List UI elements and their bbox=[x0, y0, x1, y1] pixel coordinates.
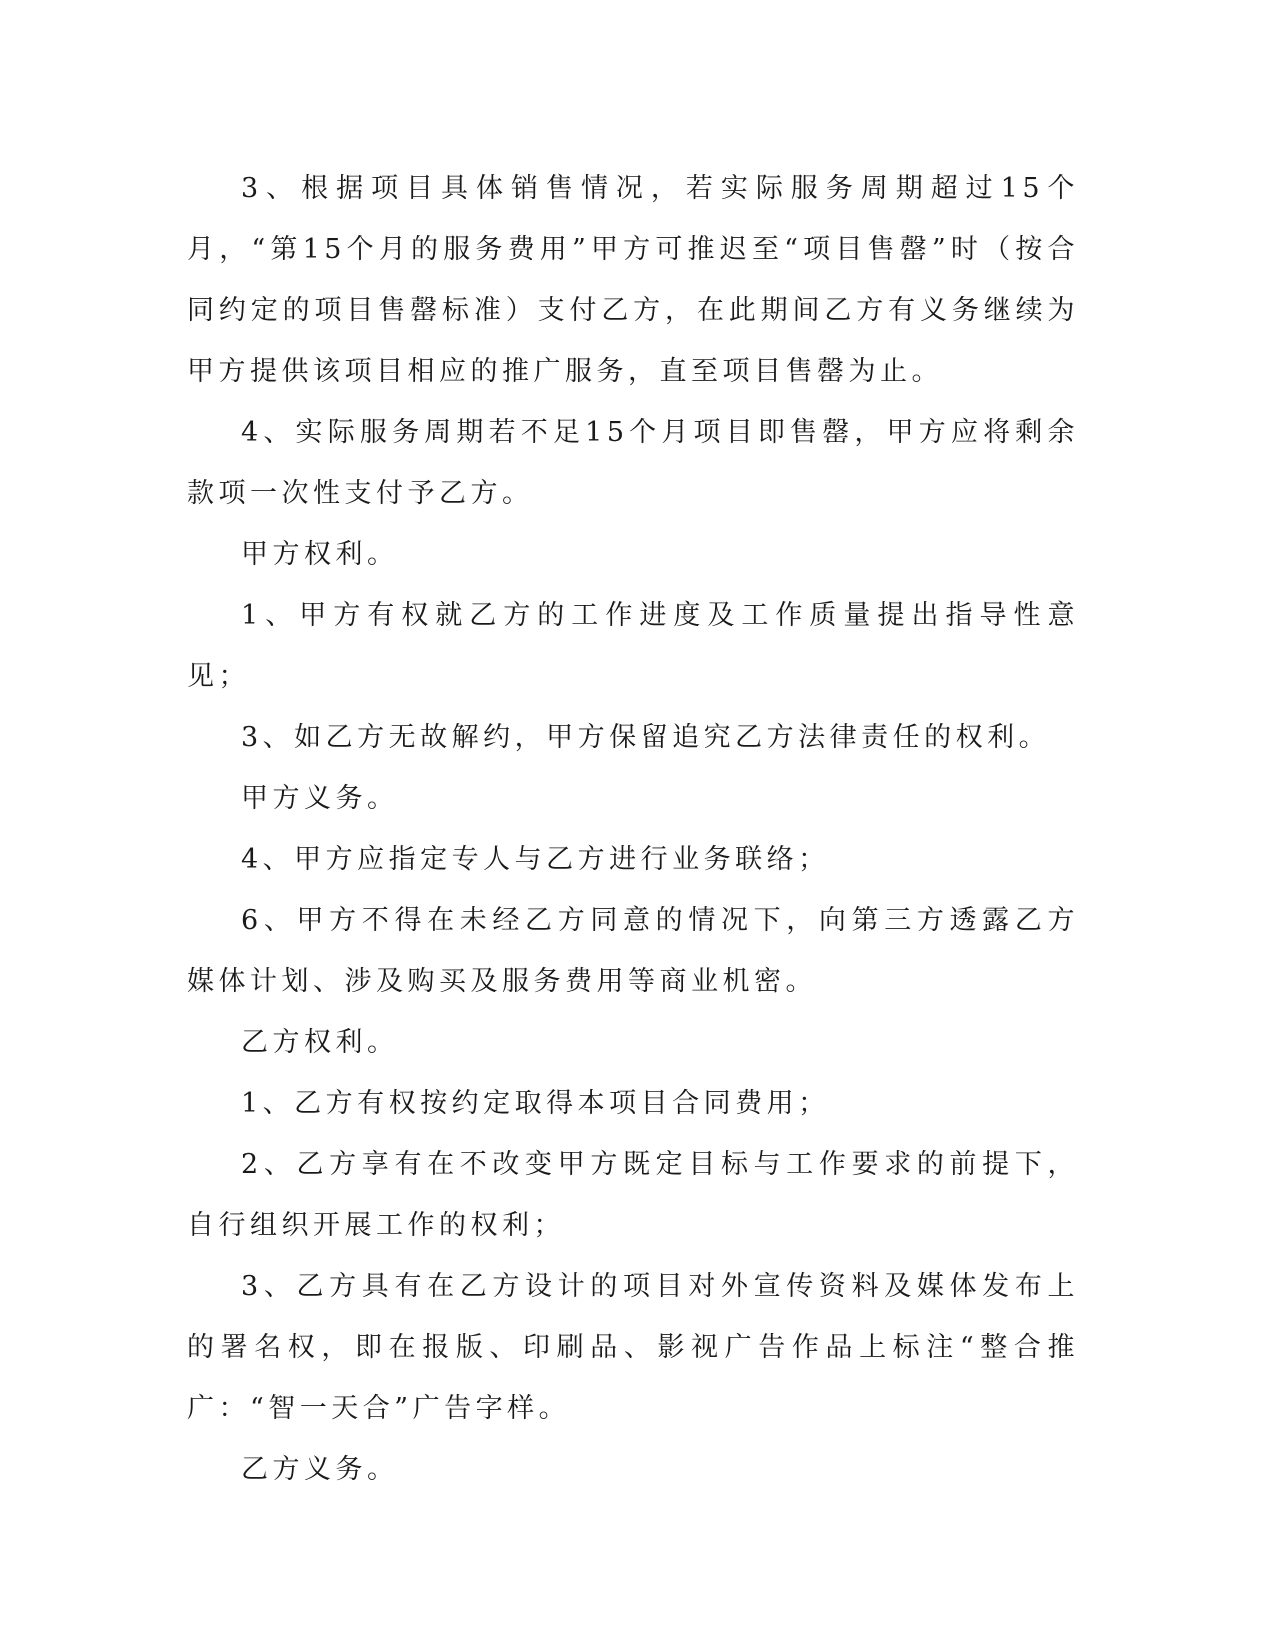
contract-text-body bbox=[187, 158, 1079, 1500]
paragraph-party-b-right-3: 3、乙方具有在乙方设计的项目对外宣传资料及媒体发布上的署名权，即在报版、印刷品、影视广告作品上标注“整合推广：“智一天合”广告字样。 bbox=[187, 1271, 1079, 1424]
paragraph-party-a-right-1: 1、甲方有权就乙方的工作进度及工作质量提出指导性意见； bbox=[187, 600, 1079, 692]
heading-party-b-obligations: 乙方义务。 bbox=[241, 1454, 399, 1485]
heading-party-b-rights: 乙方权利。 bbox=[241, 1027, 399, 1058]
paragraph-party-b-right-2: 2、乙方享有在不改变甲方既定目标与工作要求的前提下，自行组织开展工作的权利； bbox=[187, 1149, 1079, 1241]
paragraph-payment-deferral: 3、根据项目具体销售情况，若实际服务周期超过15个月，“第15个月的服务费用”甲方可推迟至“项目售罄”时（按合同约定的项目售罄标准）支付乙方，在此期间乙方有义务继续为甲方提供该项目相应的推广服务，直至项目售罄为止。 bbox=[187, 173, 1079, 387]
paragraph-early-sellout-payment: 4、实际服务周期若不足15个月项目即售罄，甲方应将剩余款项一次性支付予乙方。 bbox=[187, 417, 1079, 509]
paragraph-party-a-right-3: 3、如乙方无故解约，甲方保留追究乙方法律责任的权利。 bbox=[241, 722, 1051, 753]
paragraph-party-a-obligation-6: 6、甲方不得在未经乙方同意的情况下，向第三方透露乙方媒体计划、涉及购买及服务费用等商业机密。 bbox=[187, 905, 1079, 997]
heading-party-a-obligations: 甲方义务。 bbox=[241, 783, 399, 814]
heading-party-a-rights: 甲方权利。 bbox=[241, 539, 399, 570]
paragraph-party-b-right-1: 1、乙方有权按约定取得本项目合同费用； bbox=[241, 1088, 830, 1119]
paragraph-party-a-obligation-4: 4、甲方应指定专人与乙方进行业务联络； bbox=[241, 844, 830, 875]
